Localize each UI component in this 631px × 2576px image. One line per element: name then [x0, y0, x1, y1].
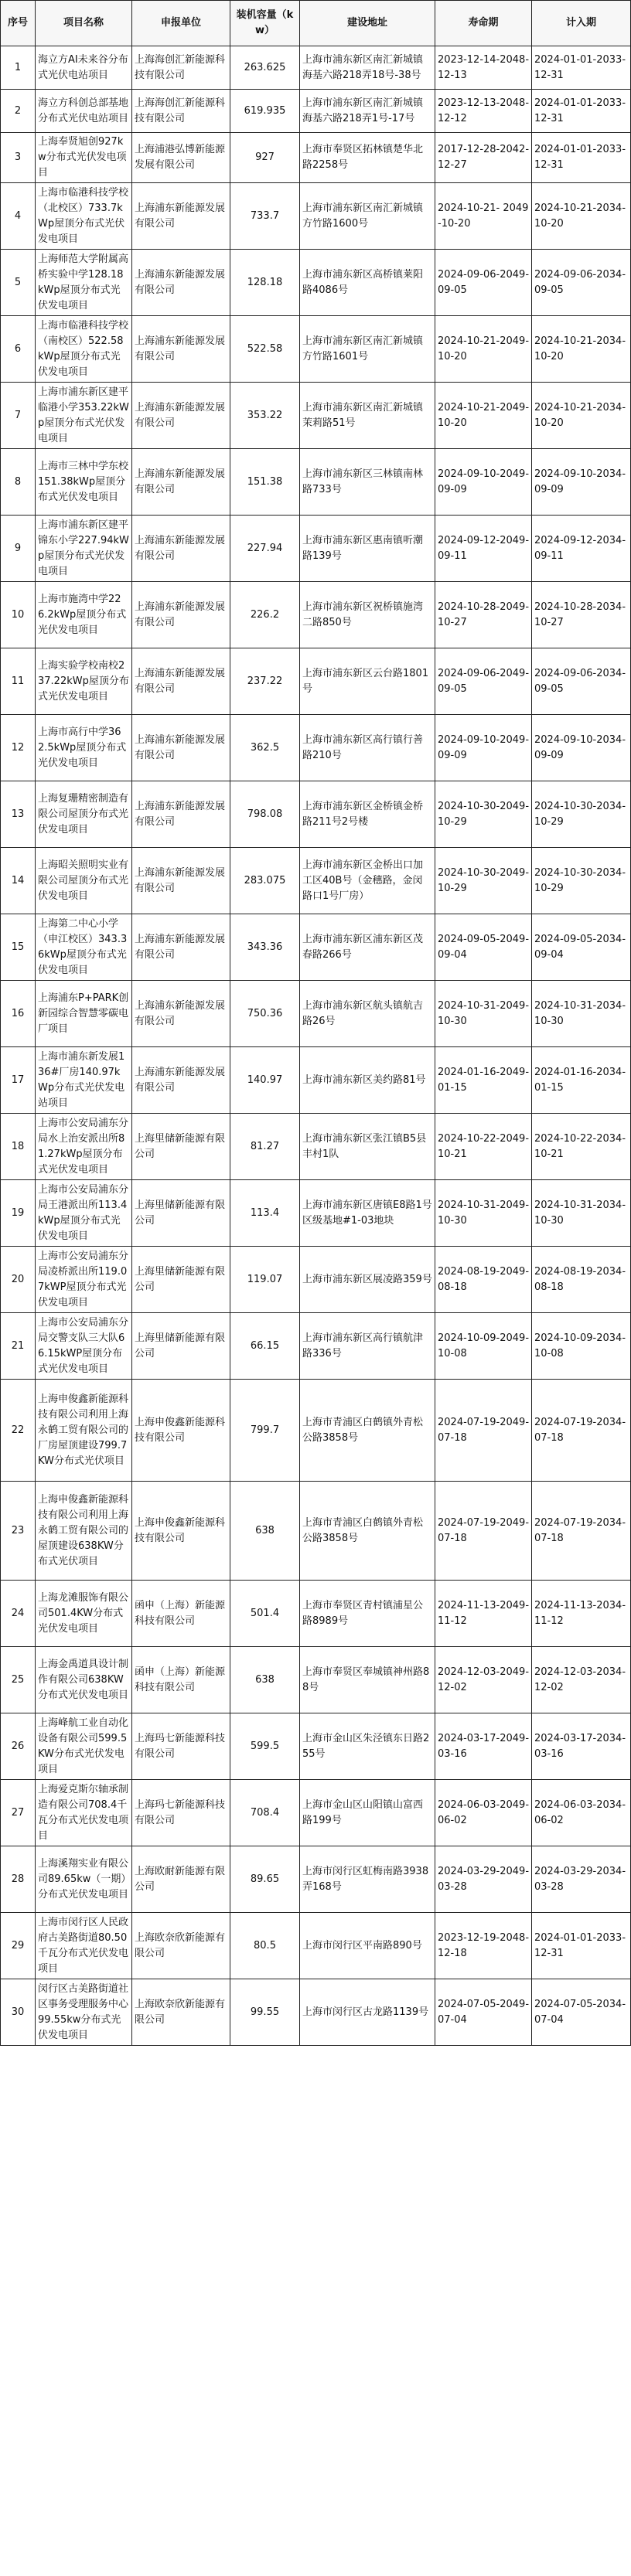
- cell-lifetime: 2024-07-05-2049-07-04: [435, 1979, 532, 2046]
- table-row: [1, 1380, 631, 1482]
- cell-no: 13: [1, 781, 36, 848]
- cell-credit-period: 2024-10-31-2034-10-30: [532, 1180, 631, 1247]
- cell-applicant: 上海浦东新能源发展有限公司: [132, 715, 230, 781]
- table-row: [1, 1180, 631, 1247]
- cell-no: 27: [1, 1780, 36, 1846]
- cell-credit-period: 2024-10-30-2034-10-29: [532, 848, 631, 914]
- cell-applicant: 上海浦东新能源发展有限公司: [132, 449, 230, 516]
- table-row: [1, 1913, 631, 1979]
- cell-credit-period: 2024-10-21-2034-10-20: [532, 183, 631, 250]
- cell-capacity: 89.65: [230, 1846, 300, 1913]
- cell-applicant: 上海申俊鑫新能源科技有限公司: [132, 1482, 230, 1581]
- cell-credit-period: 2024-01-01-2033-12-31: [532, 90, 631, 133]
- header-lifetime: 寿命期: [435, 1, 532, 46]
- cell-no: 11: [1, 648, 36, 715]
- cell-lifetime: 2024-09-12-2049-09-11: [435, 516, 532, 582]
- table-row: [1, 1247, 631, 1313]
- cell-project-name: 上海市三林中学东校151.38kWp屋顶分布式光伏发电项目: [36, 449, 132, 516]
- cell-lifetime: 2024-12-03-2049-12-02: [435, 1647, 532, 1713]
- cell-address: 上海市浦东新区三林镇南林路733号: [300, 449, 435, 516]
- cell-project-name: 上海浦东P+PARK创新园综合智慧零碳电厂项目: [36, 981, 132, 1047]
- cell-credit-period: 2024-06-03-2034-06-02: [532, 1780, 631, 1846]
- cell-no: 29: [1, 1913, 36, 1979]
- cell-lifetime: 2024-10-22-2049-10-21: [435, 1114, 532, 1180]
- cell-credit-period: 2024-09-06-2034-09-05: [532, 648, 631, 715]
- cell-capacity: 119.07: [230, 1247, 300, 1313]
- cell-no: 6: [1, 316, 36, 383]
- table-row: [1, 316, 631, 383]
- cell-lifetime: 2024-03-29-2049-03-28: [435, 1846, 532, 1913]
- cell-capacity: 619.935: [230, 90, 300, 133]
- cell-address: 上海市浦东新区高行镇行善路210号: [300, 715, 435, 781]
- cell-address: 上海市浦东新区唐镇E8路1号区级基地#1-03地块: [300, 1180, 435, 1247]
- header-credit-period: 计入期: [532, 1, 631, 46]
- cell-project-name: 上海峰航工业自动化设备有限公司599.5KW分布式光伏发电项目: [36, 1713, 132, 1780]
- cell-address: 上海市浦东新区祝桥镇施湾二路850号: [300, 582, 435, 648]
- cell-address: 上海市金山区朱泾镇东日路255号: [300, 1713, 435, 1780]
- cell-capacity: 226.2: [230, 582, 300, 648]
- cell-address: 上海市浦东新区高桥镇莱阳路4086号: [300, 250, 435, 316]
- cell-capacity: 99.55: [230, 1979, 300, 2046]
- cell-project-name: 上海市浦东新区建平锦东小学227.94kWp屋顶分布式光伏发电项目: [36, 516, 132, 582]
- cell-applicant: 上海浦港弘博新能源发展有限公司: [132, 133, 230, 183]
- cell-capacity: 237.22: [230, 648, 300, 715]
- cell-no: 22: [1, 1380, 36, 1482]
- table-row: [1, 1713, 631, 1780]
- table-row: [1, 648, 631, 715]
- cell-applicant: 上海欧奈欣新能源有限公司: [132, 1979, 230, 2046]
- table-row: [1, 1114, 631, 1180]
- cell-project-name: 上海金禹道具设计制作有限公司638KW分布式光伏发电项目: [36, 1647, 132, 1713]
- cell-no: 7: [1, 383, 36, 449]
- table-row: [1, 516, 631, 582]
- cell-applicant: 上海浦东新能源发展有限公司: [132, 648, 230, 715]
- cell-project-name: 海立方科创总部基地分布式光伏电站项目: [36, 90, 132, 133]
- cell-credit-period: 2024-10-28-2034-10-27: [532, 582, 631, 648]
- cell-project-name: 海立方AI未来谷分布式光伏电站项目: [36, 46, 132, 90]
- cell-project-name: 上海市临港科技学校（北校区）733.7kWp屋顶分布式光伏发电项目: [36, 183, 132, 250]
- cell-credit-period: 2024-01-01-2033-12-31: [532, 133, 631, 183]
- cell-lifetime: 2024-10-30-2049-10-29: [435, 848, 532, 914]
- cell-lifetime: 2024-09-05-2049-09-04: [435, 914, 532, 981]
- cell-address: 上海市奉贤区拓林镇楚华北路2258号: [300, 133, 435, 183]
- cell-project-name: 上海市闵行区人民政府古美路街道80.50千瓦分布式光伏发电项目: [36, 1913, 132, 1979]
- table-row: [1, 981, 631, 1047]
- cell-address: 上海市浦东新区浦东新区茂春路266号: [300, 914, 435, 981]
- cell-applicant: 上海里储新能源有限公司: [132, 1114, 230, 1180]
- cell-applicant: 上海玛七新能源科技有限公司: [132, 1780, 230, 1846]
- cell-applicant: 上海浦东新能源发展有限公司: [132, 183, 230, 250]
- cell-credit-period: 2024-07-05-2034-07-04: [532, 1979, 631, 2046]
- cell-address: 上海市浦东新区南汇新城镇方竹路1601号: [300, 316, 435, 383]
- cell-no: 30: [1, 1979, 36, 2046]
- table-row: [1, 1979, 631, 2046]
- cell-no: 18: [1, 1114, 36, 1180]
- cell-capacity: 708.4: [230, 1780, 300, 1846]
- cell-project-name: 上海市浦东新区建平临港小学353.22kWp屋顶分布式光伏发电项目: [36, 383, 132, 449]
- cell-capacity: 140.97: [230, 1047, 300, 1114]
- cell-no: 12: [1, 715, 36, 781]
- table-row: [1, 715, 631, 781]
- cell-capacity: 522.58: [230, 316, 300, 383]
- cell-capacity: 343.36: [230, 914, 300, 981]
- cell-lifetime: 2024-09-06-2049-09-05: [435, 250, 532, 316]
- table-row: [1, 449, 631, 516]
- cell-lifetime: 2023-12-19-2048-12-18: [435, 1913, 532, 1979]
- cell-address: 上海市浦东新区南汇新城镇海基六路218弄18号-38号: [300, 46, 435, 90]
- cell-address: 上海市浦东新区惠南镇听潮路139号: [300, 516, 435, 582]
- cell-no: 16: [1, 981, 36, 1047]
- cell-address: 上海市浦东新区南汇新城镇海基六路218弄1号-17号: [300, 90, 435, 133]
- cell-lifetime: 2024-09-06-2049-09-05: [435, 648, 532, 715]
- cell-lifetime: 2017-12-28-2042-12-27: [435, 133, 532, 183]
- cell-no: 3: [1, 133, 36, 183]
- cell-capacity: 81.27: [230, 1114, 300, 1180]
- cell-capacity: 128.18: [230, 250, 300, 316]
- header-no: 序号: [1, 1, 36, 46]
- table-row: [1, 250, 631, 316]
- cell-credit-period: 2024-01-01-2033-12-31: [532, 1913, 631, 1979]
- cell-project-name: 上海奉贤旭创927kw分布式光伏发电项目: [36, 133, 132, 183]
- table-row: [1, 781, 631, 848]
- cell-lifetime: 2023-12-13-2048-12-12: [435, 90, 532, 133]
- cell-capacity: 362.5: [230, 715, 300, 781]
- cell-credit-period: 2024-09-10-2034-09-09: [532, 449, 631, 516]
- cell-lifetime: 2024-10-30-2049-10-29: [435, 781, 532, 848]
- table-row: [1, 1047, 631, 1114]
- cell-capacity: 638: [230, 1482, 300, 1581]
- cell-credit-period: 2024-01-16-2034-01-15: [532, 1047, 631, 1114]
- table-row: [1, 46, 631, 90]
- cell-capacity: 750.36: [230, 981, 300, 1047]
- cell-applicant: 上海欧奈欣新能源有限公司: [132, 1913, 230, 1979]
- table-row: [1, 383, 631, 449]
- cell-address: 上海市奉贤区青村镇浦星公路8989号: [300, 1581, 435, 1647]
- cell-applicant: 上海浦东新能源发展有限公司: [132, 383, 230, 449]
- table-row: [1, 1846, 631, 1913]
- cell-lifetime: 2024-10-31-2049-10-30: [435, 1180, 532, 1247]
- table-row: [1, 90, 631, 133]
- cell-credit-period: 2024-09-06-2034-09-05: [532, 250, 631, 316]
- cell-address: 上海市浦东新区美约路81号: [300, 1047, 435, 1114]
- cell-credit-period: 2024-03-29-2034-03-28: [532, 1846, 631, 1913]
- cell-applicant: 上海浦东新能源发展有限公司: [132, 516, 230, 582]
- cell-lifetime: 2024-10-21- 2049-10-20: [435, 183, 532, 250]
- cell-address: 上海市浦东新区高行镇航津路336号: [300, 1313, 435, 1380]
- table-row: [1, 133, 631, 183]
- cell-no: 19: [1, 1180, 36, 1247]
- cell-applicant: 上海申俊鑫新能源科技有限公司: [132, 1380, 230, 1482]
- cell-applicant: 上海浦东新能源发展有限公司: [132, 981, 230, 1047]
- cell-address: 上海市青浦区白鹤镇外青松公路3858号: [300, 1482, 435, 1581]
- cell-project-name: 上海市临港科技学校（南校区）522.58kWp屋顶分布式光伏发电项目: [36, 316, 132, 383]
- cell-project-name: 上海溪翔实业有限公司89.65kw（一期）分布式光伏发电项目: [36, 1846, 132, 1913]
- cell-no: 1: [1, 46, 36, 90]
- cell-capacity: 599.5: [230, 1713, 300, 1780]
- cell-address: 上海市浦东新区南汇新城镇茉莉路51号: [300, 383, 435, 449]
- cell-applicant: 上海浦东新能源发展有限公司: [132, 914, 230, 981]
- cell-no: 8: [1, 449, 36, 516]
- cell-project-name: 闵行区古美路街道社区事务受理服务中心99.55kw分布式光伏发电项目: [36, 1979, 132, 2046]
- cell-address: 上海市浦东新区南汇新城镇方竹路1600号: [300, 183, 435, 250]
- cell-address: 上海市奉贤区奉城镇神州路88号: [300, 1647, 435, 1713]
- cell-project-name: 上海市高行中学362.5kWp屋顶分布式光伏发电项目: [36, 715, 132, 781]
- cell-applicant: 上海浦东新能源发展有限公司: [132, 848, 230, 914]
- cell-project-name: 上海市公安局浦东分局凌桥派出所119.07kWP屋顶分布式光伏发电项目: [36, 1247, 132, 1313]
- cell-credit-period: 2024-11-13-2034-11-12: [532, 1581, 631, 1647]
- cell-capacity: 501.4: [230, 1581, 300, 1647]
- table-row: [1, 1313, 631, 1380]
- cell-lifetime: 2024-07-19-2049-07-18: [435, 1482, 532, 1581]
- cell-project-name: 上海复珊精密制造有限公司屋顶分布式光伏发电项目: [36, 781, 132, 848]
- cell-credit-period: 2024-10-30-2034-10-29: [532, 781, 631, 848]
- cell-no: 5: [1, 250, 36, 316]
- table-row: [1, 1780, 631, 1846]
- cell-capacity: 353.22: [230, 383, 300, 449]
- cell-capacity: 66.15: [230, 1313, 300, 1380]
- cell-address: 上海市浦东新区展凌路359号: [300, 1247, 435, 1313]
- cell-project-name: 上海市公安局浦东分局水上治安派出所81.27kWp屋顶分布式光伏发电项目: [36, 1114, 132, 1180]
- cell-capacity: 638: [230, 1647, 300, 1713]
- header-row: [1, 1, 631, 46]
- cell-capacity: 151.38: [230, 449, 300, 516]
- cell-lifetime: 2024-10-31-2049-10-30: [435, 981, 532, 1047]
- cell-capacity: 283.075: [230, 848, 300, 914]
- table-row: [1, 914, 631, 981]
- cell-project-name: 上海龙滩服饰有限公司501.4KW分布式光伏发电项目: [36, 1581, 132, 1647]
- cell-credit-period: 2024-10-09-2034-10-08: [532, 1313, 631, 1380]
- cell-no: 26: [1, 1713, 36, 1780]
- header-address: 建设地址: [300, 1, 435, 46]
- cell-capacity: 799.7: [230, 1380, 300, 1482]
- header-project-name: 项目名称: [36, 1, 132, 46]
- cell-no: 24: [1, 1581, 36, 1647]
- cell-no: 15: [1, 914, 36, 981]
- cell-lifetime: 2024-09-10-2049-09-09: [435, 715, 532, 781]
- cell-lifetime: 2024-10-21-2049-10-20: [435, 316, 532, 383]
- cell-no: 17: [1, 1047, 36, 1114]
- cell-address: 上海市金山区山阳镇山富西路199号: [300, 1780, 435, 1846]
- cell-credit-period: 2024-10-21-2034-10-20: [532, 383, 631, 449]
- cell-no: 2: [1, 90, 36, 133]
- cell-credit-period: 2024-03-17-2034-03-16: [532, 1713, 631, 1780]
- cell-lifetime: 2024-09-10-2049-09-09: [435, 449, 532, 516]
- cell-applicant: 上海浦东新能源发展有限公司: [132, 250, 230, 316]
- cell-credit-period: 2024-07-19-2034-07-18: [532, 1380, 631, 1482]
- cell-applicant: 上海浦东新能源发展有限公司: [132, 781, 230, 848]
- table-row: [1, 1482, 631, 1581]
- cell-capacity: 263.625: [230, 46, 300, 90]
- cell-credit-period: 2024-09-12-2034-09-11: [532, 516, 631, 582]
- cell-project-name: 上海市公安局浦东分局王港派出所113.4kWp屋顶分布式光伏发电项目: [36, 1180, 132, 1247]
- table-row: [1, 1581, 631, 1647]
- cell-address: 上海市浦东新区航头镇航吉路26号: [300, 981, 435, 1047]
- cell-no: 28: [1, 1846, 36, 1913]
- table-row: [1, 848, 631, 914]
- cell-capacity: 927: [230, 133, 300, 183]
- cell-project-name: 上海实验学校南校237.22kWp屋顶分布式光伏发电项目: [36, 648, 132, 715]
- cell-applicant: 上海海创汇新能源科技有限公司: [132, 46, 230, 90]
- cell-lifetime: 2024-07-19-2049-07-18: [435, 1380, 532, 1482]
- cell-capacity: 80.5: [230, 1913, 300, 1979]
- cell-applicant: 上海玛七新能源科技有限公司: [132, 1713, 230, 1780]
- cell-credit-period: 2024-09-05-2034-09-04: [532, 914, 631, 981]
- cell-lifetime: 2024-10-09-2049-10-08: [435, 1313, 532, 1380]
- cell-applicant: 上海里储新能源有限公司: [132, 1313, 230, 1380]
- header-applicant: 申报单位: [132, 1, 230, 46]
- cell-credit-period: 2024-10-31-2034-10-30: [532, 981, 631, 1047]
- cell-lifetime: 2024-08-19-2049-08-18: [435, 1247, 532, 1313]
- cell-no: 20: [1, 1247, 36, 1313]
- cell-address: 上海市闵行区平南路890号: [300, 1913, 435, 1979]
- cell-no: 23: [1, 1482, 36, 1581]
- header-capacity: 装机容量（kw）: [230, 1, 300, 46]
- cell-no: 9: [1, 516, 36, 582]
- cell-credit-period: 2024-12-03-2034-12-02: [532, 1647, 631, 1713]
- cell-project-name: 上海申俊鑫新能源科技有限公司利用上海永鹤工贸有限公司的屋顶建设638KW分布式光伏项目: [36, 1482, 132, 1581]
- cell-address: 上海市浦东新区云台路1801号: [300, 648, 435, 715]
- cell-credit-period: 2024-01-01-2033-12-31: [532, 46, 631, 90]
- table-row: [1, 1647, 631, 1713]
- cell-credit-period: 2024-10-21-2034-10-20: [532, 316, 631, 383]
- cell-project-name: 上海师范大学附属高桥实验中学128.18kWp屋顶分布式光伏发电项目: [36, 250, 132, 316]
- cell-no: 4: [1, 183, 36, 250]
- cell-credit-period: 2024-10-22-2034-10-21: [532, 1114, 631, 1180]
- cell-capacity: 798.08: [230, 781, 300, 848]
- cell-applicant: 函申（上海）新能源科技有限公司: [132, 1647, 230, 1713]
- cell-project-name: 上海第二中心小学（申江校区）343.36kWp屋顶分布式光伏发电项目: [36, 914, 132, 981]
- cell-lifetime: 2024-01-16-2049-01-15: [435, 1047, 532, 1114]
- cell-lifetime: 2024-11-13-2049-11-12: [435, 1581, 532, 1647]
- cell-capacity: 733.7: [230, 183, 300, 250]
- cell-no: 25: [1, 1647, 36, 1713]
- cell-credit-period: 2024-08-19-2034-08-18: [532, 1247, 631, 1313]
- cell-project-name: 上海昭关照明实业有限公司屋顶分布式光伏发电项目: [36, 848, 132, 914]
- cell-lifetime: 2023-12-14-2048-12-13: [435, 46, 532, 90]
- cell-no: 21: [1, 1313, 36, 1380]
- cell-applicant: 上海欧耐新能源有限公司: [132, 1846, 230, 1913]
- cell-address: 上海市浦东新区金桥出口加工区40B号（金穗路，金闵路口1号厂房）: [300, 848, 435, 914]
- cell-lifetime: 2024-10-21-2049-10-20: [435, 383, 532, 449]
- cell-no: 10: [1, 582, 36, 648]
- cell-applicant: 函申（上海）新能源科技有限公司: [132, 1581, 230, 1647]
- cell-credit-period: 2024-09-10-2034-09-09: [532, 715, 631, 781]
- cell-lifetime: 2024-03-17-2049-03-16: [435, 1713, 532, 1780]
- cell-applicant: 上海浦东新能源发展有限公司: [132, 316, 230, 383]
- cell-lifetime: 2024-06-03-2049-06-02: [435, 1780, 532, 1846]
- cell-project-name: 上海爱克斯尔轴承制造有限公司708.4千瓦分布式光伏发电项目: [36, 1780, 132, 1846]
- cell-capacity: 227.94: [230, 516, 300, 582]
- cell-applicant: 上海里储新能源有限公司: [132, 1180, 230, 1247]
- table-row: [1, 183, 631, 250]
- cell-address: 上海市闵行区古龙路1139号: [300, 1979, 435, 2046]
- cell-applicant: 上海里储新能源有限公司: [132, 1247, 230, 1313]
- cell-applicant: 上海浦东新能源发展有限公司: [132, 582, 230, 648]
- cell-project-name: 上海市公安局浦东分局交警支队三大队66.15kWP屋顶分布式光伏发电项目: [36, 1313, 132, 1380]
- cell-applicant: 上海浦东新能源发展有限公司: [132, 1047, 230, 1114]
- cell-address: 上海市青浦区白鹤镇外青松公路3858号: [300, 1380, 435, 1482]
- cell-project-name: 上海市浦东新发展136#厂房140.97kWp分布式光伏发电站项目: [36, 1047, 132, 1114]
- cell-no: 14: [1, 848, 36, 914]
- cell-address: 上海市浦东新区张江镇B5县丰村1队: [300, 1114, 435, 1180]
- cell-applicant: 上海海创汇新能源科技有限公司: [132, 90, 230, 133]
- cell-credit-period: 2024-07-19-2034-07-18: [532, 1482, 631, 1581]
- cell-capacity: 113.4: [230, 1180, 300, 1247]
- cell-project-name: 上海申俊鑫新能源科技有限公司利用上海永鹤工贸有限公司的厂房屋顶建设799.7KW分布式光伏项目: [36, 1380, 132, 1482]
- cell-address: 上海市闵行区虹梅南路3938弄168号: [300, 1846, 435, 1913]
- cell-address: 上海市浦东新区金桥镇金桥路211号2号楼: [300, 781, 435, 848]
- table-row: [1, 582, 631, 648]
- cell-project-name: 上海市施湾中学226.2kWp屋顶分布式光伏发电项目: [36, 582, 132, 648]
- cell-lifetime: 2024-10-28-2049-10-27: [435, 582, 532, 648]
